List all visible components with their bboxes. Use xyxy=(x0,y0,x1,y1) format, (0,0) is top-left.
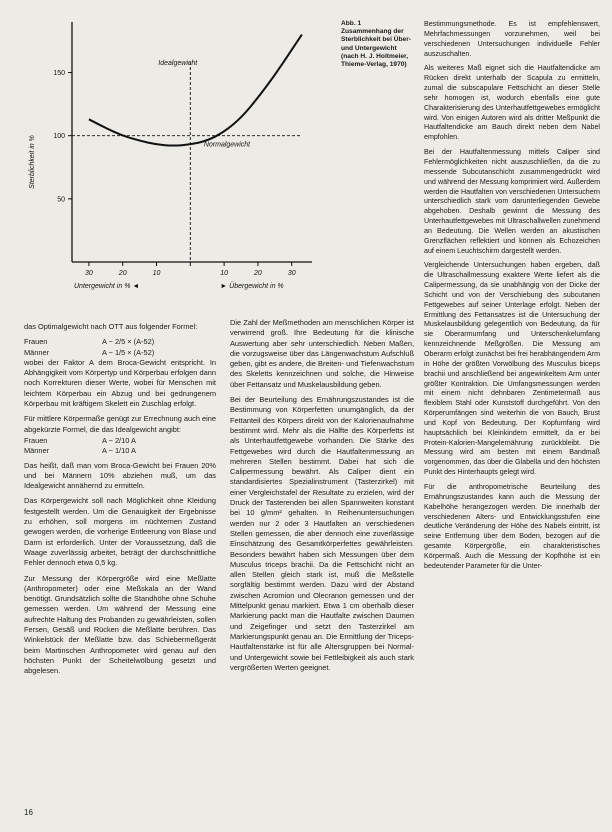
x-tick-label: 10 xyxy=(152,270,161,277)
paragraph: Für mittlere Körpermaße genügt zur Errechnung auch eine abgekürzte Formel, die das Idealgewicht angibt: xyxy=(24,414,216,434)
annotation-normal: Normalgewicht xyxy=(203,141,251,149)
formula-value: A − 1/10 A xyxy=(102,446,136,456)
mortality-chart xyxy=(22,16,330,300)
paragraph: das Optimalgewicht nach OTT aus folgender Formel: xyxy=(24,322,198,331)
x-tick-label: 10 xyxy=(220,270,229,277)
figure-caption: Abb. 1 Zusammenhang der Sterblichkeit bei Über- und Untergewicht (nach H. J. Holtmeier, Thieme-Verlag, 1970) xyxy=(341,20,411,69)
y-tick-label: 100 xyxy=(53,133,65,141)
paragraph: Als weiteres Maß eignet sich die Hautfaltendicke am Rücken direkt unterhalb der Scapula zu ermitteln, zumal die subscapulare Fettschicht an dieser Stelle sehr homogen ist, wodurch ebenfalls eine gute Charakterisierung des Unterhautfettgewebes ermöglicht wird. Von einigen Autoren wird als dritter Meßpunkt die Hautfaltendicke am Bauch direkt neben dem Nabel empfohlen. xyxy=(424,64,600,142)
y-tick-label: 150 xyxy=(53,70,65,78)
column-1 xyxy=(24,322,216,682)
formula-value: A − 1/5 × (A-52) xyxy=(102,347,155,357)
y-axis-label: Sterblichkeit in % xyxy=(29,135,36,189)
x-axis-label-right: ► Übergewicht in % xyxy=(220,283,284,290)
paragraph: Für die anthropometrische Beurteilung des Ernährungszustandes kann auch die Messung der Kabelhöhe herangezogen werden. Die innerhalb der verschiedenen Alters- und Entwicklungsstufen eine deutliche Veränderung der Höhe des Nabels eintritt, ist seine Entfernung über dem Boden, bezogen auf die gesamte Körpergröße, ein charakteristisches Körpermaß. Auch die Messung der Kopfhöhe ist ein bedeutender Parameter für die Unter- xyxy=(424,482,600,570)
page-number: 16 xyxy=(24,808,33,817)
x-tick-label: 30 xyxy=(85,270,93,277)
y-tick-label: 50 xyxy=(57,196,65,204)
paragraph: Bei der Beurteilung des Ernährungszustandes ist die Bestimmung von Körperfetten unumgänglich, da der Fettanteil des Körpers direkt von der Kalorienaufnahme bestimmt wird. Mehr als die Hälfte des Körperfetts ist als Unterhautfettgewebe vorhanden. Die Stärke des Fettgewebes wird durch die Hautfaltenmessung an mehreren Stellen bestimmt. Dabei hat sich die Calipermessung bewährt. Als Caliper dient ein standardisiertes Spezialinstrument (Tasterzirkel) mit einer Vergleichstafel der Resultate zu erzielen, wird der Druck der Tasterenden bei allen Spannweiten konstant bei 10 g/mm² gehalten. In Reihenuntersuchungen werden nur 2 oder 3 Hautfalten an verschiedenen Stellen gemessen, die aber dennoch eine zuverlässige Einschätzung des Gesamtkörperfettes gewährleisten. Besonders bewährt haben sich Messungen über dem Musculus triceps brachii. Da die Fettschicht nicht an allen Stellen gleich stark ist, muß die Meßstelle sorgfältig bestimmt werden. Dazu wird der Abstand zwischen Acromion und Olecranon gemessen und der Mittelpunkt genau markiert. Etwa 1 cm oberhalb dieser Markierung packt man die Hautfalte zwischen Daumen und Zeigefinger und setzt den Tasterzirkel am Markierungspunkt genau an. Die Ermittlung der Triceps-Hautfaltenstärke ist für alle Altersgruppen bei Normal- und Untergewicht sowie bei Fettleibigkeit als auch stark vergrößerten Werten geeignet. xyxy=(230,395,414,672)
paragraph: Vergleichende Untersuchungen haben ergeben, daß die Ultraschallmessung exaktere Werte liefert als die Calipermessung, da sie unabhängig von der Dicke der Schicht und von der Verschiebung des subcutanen Fettgewebes auf seiner Unterlage erfolgt. Neben der Ermittlung des Fettansatzes ist die Untersuchung der Muskelausbildung gelegentlich von Bedeutung, da für sie Oberarmumfang und Unterschenkelumfang kennzeichnende Meßgrößen. Die Messung am Oberarm erfolgt zunächst bei frei herabhängendem Arm in Höhe der größten Vorwölbung des Musculus biceps brachii und anschließend bei angewinkeltem Arm unter größter Kontraktion. Die Umfangsmessungen werden mit einem nicht dehnbaren Zentimetermaß aus flexiblem Stahl oder Kunststoff durchgeführt. Von den Körperumfängen sind weiterhin die von Bauch, Brust und Kopf von Bedeutung. Der Kopfumfang wird hauptsächlich bei Kleinkindern ermittelt, da er bei Protein-Kalorien-Mangelernährung zurückbleibt. Die Messung wird am besten mit einem Bandmaß vorgenommen, das über die Glabella und den höchsten Punkt des Hinterhaupts gelegt wird. xyxy=(424,261,600,477)
formula-label: Frauen xyxy=(24,435,48,445)
formula-label: Frauen xyxy=(24,337,48,347)
x-tick-label: 20 xyxy=(118,270,127,277)
paragraph: Zur Messung der Körpergröße wird eine Meßlatte (Anthropometer) oder eine Meßskala an der Wand benötigt. Grundsätzlich sollte die Standhöhe ohne Schuhe gemessen werden. Um während der Messung eine aufrechte Haltung des Probanden zu gewährleisten, sollen Fersen, Gesäß und Rücken die Meßlatte berühren. Das Winkelstück der Meßlatte bzw. das Schiebermeßgerät beim Martinschen Anthropometer wird genau auf den höchsten Punkt der Scheitelwölbung gesetzt und abgelesen. xyxy=(24,573,216,676)
annotation-ideal: Idealgewicht xyxy=(158,60,198,67)
formula-label: Männer xyxy=(24,347,50,357)
paragraph: Das heißt, daß man vom Broca-Gewicht bei Frauen 20% und bei Männern 10% abziehen muß, um das Idealgewicht annähernd zu ermitteln. xyxy=(24,460,216,491)
mortality-curve xyxy=(89,35,302,146)
paragraph: Bei der Hautfaltenmessung mittels Caliper sind Fehlermöglichkeiten nicht auszuschließen, da die zu messende Subcutanschicht zusammengedrückt wird und während der Messung komprimiert wird. Außerdem werden die Hautfalten von verschiedenen Untersuchern unterschiedlich stark vom darunterliegenden Gewebe abgehoben. Deshalb gewinnt die Messung des Unterhautfettgewebes mit Ultraschallwellen zunehmend an Bedeutung. Die Wellen werden an akustischen Grenzflächen reflektiert und können als Echozeichen auf einem Leuchtschirm dargestellt werden. xyxy=(424,148,600,255)
column-2 xyxy=(230,318,414,678)
short-formula xyxy=(24,436,216,457)
paragraph: Das Körpergewicht soll nach Möglichkeit ohne Kleidung festgestellt werden. Um die Genauigkeit der Ergebnisse zu erhöhen, soll morgens im nüchternen Zustand gewogen werden, die vorherige Entleerung von Blase und Darm ist erforderlich. Unter der Voraussetzung, daß die Waage zuverlässig arbeitet, beträgt der durchschnittliche Fehler dennoch etwa 0,5 kg. xyxy=(24,496,216,568)
column-3 xyxy=(424,20,600,577)
x-axis-label-left: Untergewicht in % ◄ xyxy=(74,283,140,290)
x-tick-label: 30 xyxy=(287,270,296,277)
paragraph: Die Zahl der Meßmethoden am menschlichen Körper ist verwirrend groß. Ihre Bedeutung für die klinische Auswertung aber sehr unterschiedlich. Neben Maßen, die vorzugsweise über das Längenwachstum Aufschluß geben, gibt es andere, die Breiten- und Tiefenwachstum des Skeletts kennzeichnen und solche, die Hinweise über Fettansatz und Muskelausbildung geben. xyxy=(230,318,414,389)
paragraph: wobei der Faktor A dem Broca-Gewicht entspricht. In Abhängigkeit vom Körpertyp und Körperbau erfolgen dann noch Korrekturen dieser Werte, wobei für Menschen mit leichtem Körperbau ein Abzug und bei gedrungenem Körperbau mit kräftigem Skelett ein Zuschlag erfolgt. xyxy=(24,357,216,409)
ott-formula xyxy=(24,337,216,358)
formula-value: A − 2/10 A xyxy=(102,435,136,445)
x-tick-label: 20 xyxy=(254,270,262,277)
paragraph: Bestimmungsmethode. Es ist empfehlenswert, Mehrfachmessungen vorzunehmen, weil bei verschiedenen Untersuchungen individuelle Fehler auszuschalten. xyxy=(424,20,600,58)
formula-value: A − 2/5 × (A-52) xyxy=(102,337,155,347)
formula-label: Männer xyxy=(24,446,50,456)
